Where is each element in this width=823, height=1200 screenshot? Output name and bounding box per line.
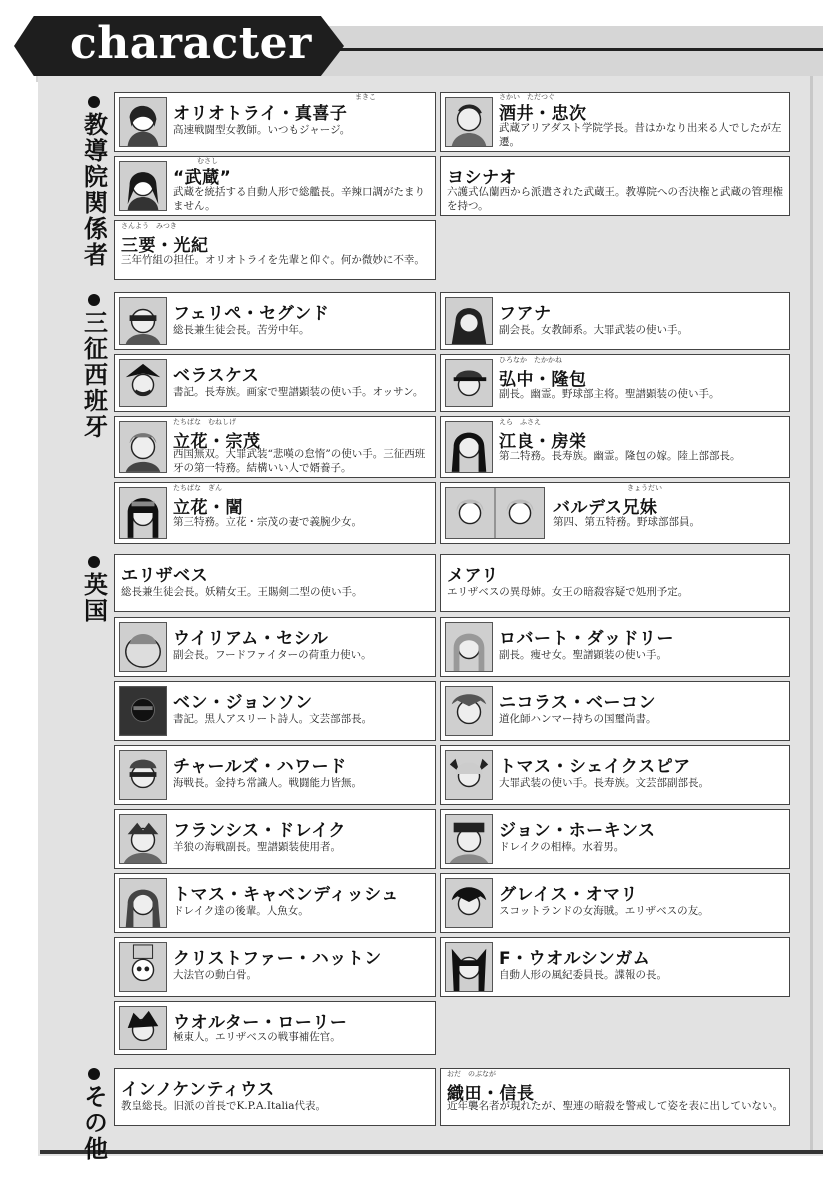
character-name: トマス・シェイクスピア [499,757,691,777]
section-bullet-icon [88,1068,100,1080]
character-name: トマス・キャベンディッシュ [173,885,399,905]
character-card-hatton [114,937,436,997]
character-portrait [119,359,167,407]
section-bullet-icon [88,294,100,306]
section-title: その他 [79,1084,109,1162]
section-bullet-icon [88,556,100,568]
frame-edge [810,76,813,1154]
character-portrait [119,622,167,672]
character-name: F・ウオルシンガム [499,949,651,969]
character-description: 道化師ハンマー持ちの国璽尚書。 [499,713,657,725]
character-description: 第二特務。長寿族。幽霊。隆包の嫁。陸上部部長。 [499,450,741,462]
character-portrait [119,750,167,800]
character-portrait [119,161,167,211]
character-portrait [445,878,493,928]
character-portrait [119,814,167,864]
character-name: 立花・宗茂 [173,432,261,452]
character-description: 総長兼生徒会長。苦労中年。 [173,324,310,336]
character-description: スコットランドの女海賊。エリザベスの友。 [499,905,709,917]
character-portrait [119,878,167,928]
character-card-raleigh [114,1001,436,1055]
character-portrait [119,487,167,539]
character-name: エリザベス [121,566,209,586]
character-description: ドレイクの相棒。水着男。 [499,841,625,853]
furigana: ひろなか たかかね [499,356,562,364]
character-description: 西国無双。大罪武装“悲嘆の怠惰”の使い手。三征西班牙の第一特務。結構いい人で婿養子。 [173,448,426,474]
character-card-dudley [440,617,790,677]
character-description: 六護式仏蘭西から派遣された武蔵王。教導院への否決権と武蔵の管理権を持つ。 [447,186,783,212]
character-card-cecil [114,617,436,677]
character-name: 立花・誾 [173,498,243,518]
section-bullet-icon [88,96,100,108]
character-portrait [445,97,493,147]
character-card-baldes [440,482,790,544]
character-card-howard [114,745,436,805]
character-name: ジョン・ホーキンス [499,821,656,841]
character-card-mary [440,554,790,612]
character-name: バルデス兄妹 [553,498,658,518]
character-card-oda [440,1068,790,1126]
character-name: グレイス・オマリ [499,885,638,905]
character-card-musashi [114,156,436,216]
character-portrait [445,359,493,407]
character-description: 書記。黒人アスリート詩人。文芸部部長。 [173,713,373,725]
character-description: 総長兼生徒会長。妖精女王。王賜剣二型の使い手。 [121,586,363,598]
furigana: きょうだい [627,484,662,492]
character-portrait [445,622,493,672]
character-portrait [119,97,167,147]
character-portrait [119,942,167,992]
character-description: 極東人。エリザベスの戦事補佐官。 [173,1031,341,1043]
section-title: 英国 [79,572,109,624]
character-description: 海戦長。金持ち常識人。戦闘能力皆無。 [173,777,362,789]
character-name: メアリ [447,566,499,586]
section-label-faculty [76,96,112,268]
character-name: チャールズ・ハワード [173,757,347,777]
character-description: 第四、第五特務。野球部部員。 [553,516,700,528]
character-name: 江良・房栄 [499,432,587,452]
furigana: さんよう みつき [121,222,177,230]
character-card-walsingham [440,937,790,997]
character-description: エリザベスの異母姉。女王の暗殺容疑で処刑予定。 [447,586,689,598]
character-card-shakespeare [440,745,790,805]
character-description: 三年竹組の担任。オリオトライを先輩と仰ぐ。何か微妙に不幸。 [121,254,425,266]
character-description: 高速戦闘型女教師。いつもジャージ。 [173,124,351,136]
character-name: ロバート・ダッドリー [499,629,674,649]
character-name: オリオトライ・真喜子 [173,104,348,124]
character-description: 武蔵を統括する自動人形で総艦長。辛辣口調がたまりません。 [173,186,425,212]
character-card-fuana [440,292,790,350]
section-title: 三征西班牙 [79,310,109,440]
character-name: 三要・光紀 [121,236,209,256]
character-card-innocentius [114,1068,436,1126]
character-name: ベン・ジョンソン [173,693,313,713]
character-card-mitsuki [114,220,436,280]
furigana: むさし [197,157,218,165]
character-card-hawkins [440,809,790,869]
character-portrait [445,942,493,992]
character-portrait [445,297,493,345]
character-description: 副長。幽霊。野球部主将。聖譜顕装の使い手。 [499,388,720,400]
character-description: 大法官の動白骨。 [173,969,257,981]
character-card-drake [114,809,436,869]
character-description: 副会長。フードファイターの荷重力使い。 [173,649,372,661]
character-name: ヨシナオ [447,168,517,188]
character-name: 織田・信長 [447,1084,535,1104]
character-description: 武蔵アリアダスト学院学長。昔はかなり出来る人でしたが左遷。 [499,122,782,148]
character-portrait [445,814,493,864]
furigana: まきこ [355,93,376,101]
character-card-sakai [440,92,790,152]
section-label-others [76,1068,112,1162]
character-description: 大罪武装の使い手。長寿族。文芸部副部長。 [499,777,709,789]
section-label-tres-espana [76,294,112,440]
furigana: さかい ただつぐ [499,93,555,101]
character-description: 教皇総長。旧派の首長でK.P.A.Italia代表。 [121,1100,326,1112]
character-portrait [119,1006,167,1050]
character-card-velasquez [114,354,436,412]
character-portrait [445,686,493,736]
character-card-tachibana-gin [114,482,436,544]
character-name: 弘中・隆包 [499,370,587,390]
character-portrait [445,421,493,473]
character-name: フランシス・ドレイク [173,821,346,841]
character-card-era [440,416,790,478]
character-card-hironaka [440,354,790,412]
character-description: 自動人形の風紀委員長。諜報の長。 [499,969,667,981]
character-card-yoshinao [440,156,790,216]
furigana: おだ のぶなが [447,1070,496,1078]
character-name: ウオルター・ローリー [173,1013,348,1033]
section-label-england [76,556,112,624]
character-name: “武蔵” [173,168,232,188]
character-description: 羊狼の海戦副長。聖譜顕装使用者。 [173,841,341,853]
character-description: 副会長。女教師系。大罪武装の使い手。 [499,324,688,336]
character-name: クリストファー・ハットン [173,949,382,969]
frame-bottom-edge [40,1150,823,1154]
page-title: character [70,18,312,69]
character-card-elizabeth [114,554,436,612]
character-card-felipe [114,292,436,350]
character-card-cavendish [114,873,436,933]
character-description: 副長。痩せ女。聖譜顕装の使い手。 [499,649,667,661]
furigana: えら ふさえ [499,418,541,426]
character-name: フェリペ・セグンド [173,304,330,324]
character-name: インノケンティウス [121,1080,275,1100]
character-card-bacon [440,681,790,741]
furigana: たちばな ぎん [173,484,222,492]
character-portrait [119,686,167,736]
character-card-tachibana-muneshige [114,416,436,478]
character-portrait [445,750,493,800]
character-card-omalley [440,873,790,933]
furigana: たちばな むねしげ [173,418,236,426]
character-portrait [119,421,167,473]
character-name: フアナ [499,304,552,324]
character-name: ウイリアム・セシル [173,629,329,649]
character-description: ドレイク達の後輩。人魚女。 [173,905,309,917]
character-portrait [119,297,167,345]
character-name: ニコラス・ベーコン [499,693,656,713]
character-portrait [445,487,545,539]
character-card-oriotorai [114,92,436,152]
character-description: 近年襲名者が現れたが、聖連の暗殺を警戒して姿を表に出していない。 [447,1100,783,1112]
character-description: 第三特務。立花・宗茂の妻で義腕少女。 [173,516,362,528]
character-description: 書記。長寿族。画家で聖譜顕装の使い手。オッサン。 [173,386,424,398]
character-name: 酒井・忠次 [499,104,587,124]
section-title: 教導院関係者 [79,112,109,268]
character-card-jonson [114,681,436,741]
character-name: ベラスケス [173,366,260,386]
